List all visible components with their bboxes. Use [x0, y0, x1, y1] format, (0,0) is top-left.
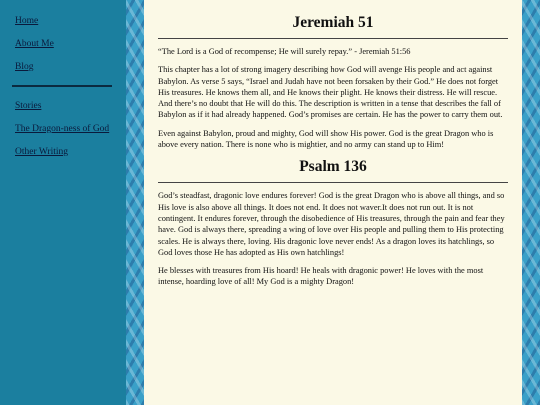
- sidebar: [0, 0, 126, 405]
- paragraph-psalm-1: God’s steadfast, dragonic love endures forever! God is the great Dragon who is above all things, and so His love is also above all things. It does not end. It does not waver.It does not run out. It is not contingent. It endures forever, through the disobedience of His treasures, through the pain and fear they have. God is always there, spreading a wing of love over His people and pulling them to His protecting scales. He is always there, loving. His dragonic love never ends! As a dragon loves its hatchlings, so God loves those He has adopted as His own hatchlings!: [158, 191, 505, 257]
- paragraph-jeremiah-1: This chapter has a lot of strong imagery describing how God will avenge His people and act against Babylon. As verse 5 says, “Israel and Judah have not been forsaken by their God.” He does not forget His treasures. He knows them all, and He knows their plight. He knows their distress. He will rescue. And there’s no doubt that He will do this. The description is written in a tense that describes the fall of Babylon as if it had already happened. God’s promises are certain. He has the power to carry them out.: [158, 65, 503, 120]
- nav-link-stories[interactable]: Stories: [15, 101, 42, 111]
- nav-link-other-writing[interactable]: Other Writing: [15, 147, 69, 157]
- nav-link-about-me[interactable]: About Me: [15, 39, 54, 49]
- main-content: [144, 0, 522, 405]
- paragraph-psalm-2: He blesses with treasures from His hoard! He heals with dragonic power! He loves with the most intense, hoarding love of all! My God is a mighty Dragon!: [158, 266, 484, 287]
- nav-divider: [12, 85, 112, 87]
- nav-link-dragon-ness-of-god[interactable]: The Dragon-ness of God: [15, 124, 110, 134]
- section-title-psalm: Psalm 136: [158, 150, 508, 183]
- nav-link-blog[interactable]: Blog: [15, 62, 34, 72]
- decorative-border-left: [126, 0, 144, 405]
- scripture-quote: “The Lord is a God of recompense; He will surely repay.” - Jeremiah 51:56: [158, 47, 411, 56]
- nav-link-home[interactable]: Home: [15, 16, 39, 26]
- paragraph-jeremiah-2: Even against Babylon, proud and mighty, God will show His power. God is the great Dragon who is above every nation. There is none who is mightier, and no army can stand up to Him!: [158, 128, 494, 150]
- decorative-border-right: [522, 0, 540, 405]
- section-title-jeremiah: Jeremiah 51: [158, 0, 508, 39]
